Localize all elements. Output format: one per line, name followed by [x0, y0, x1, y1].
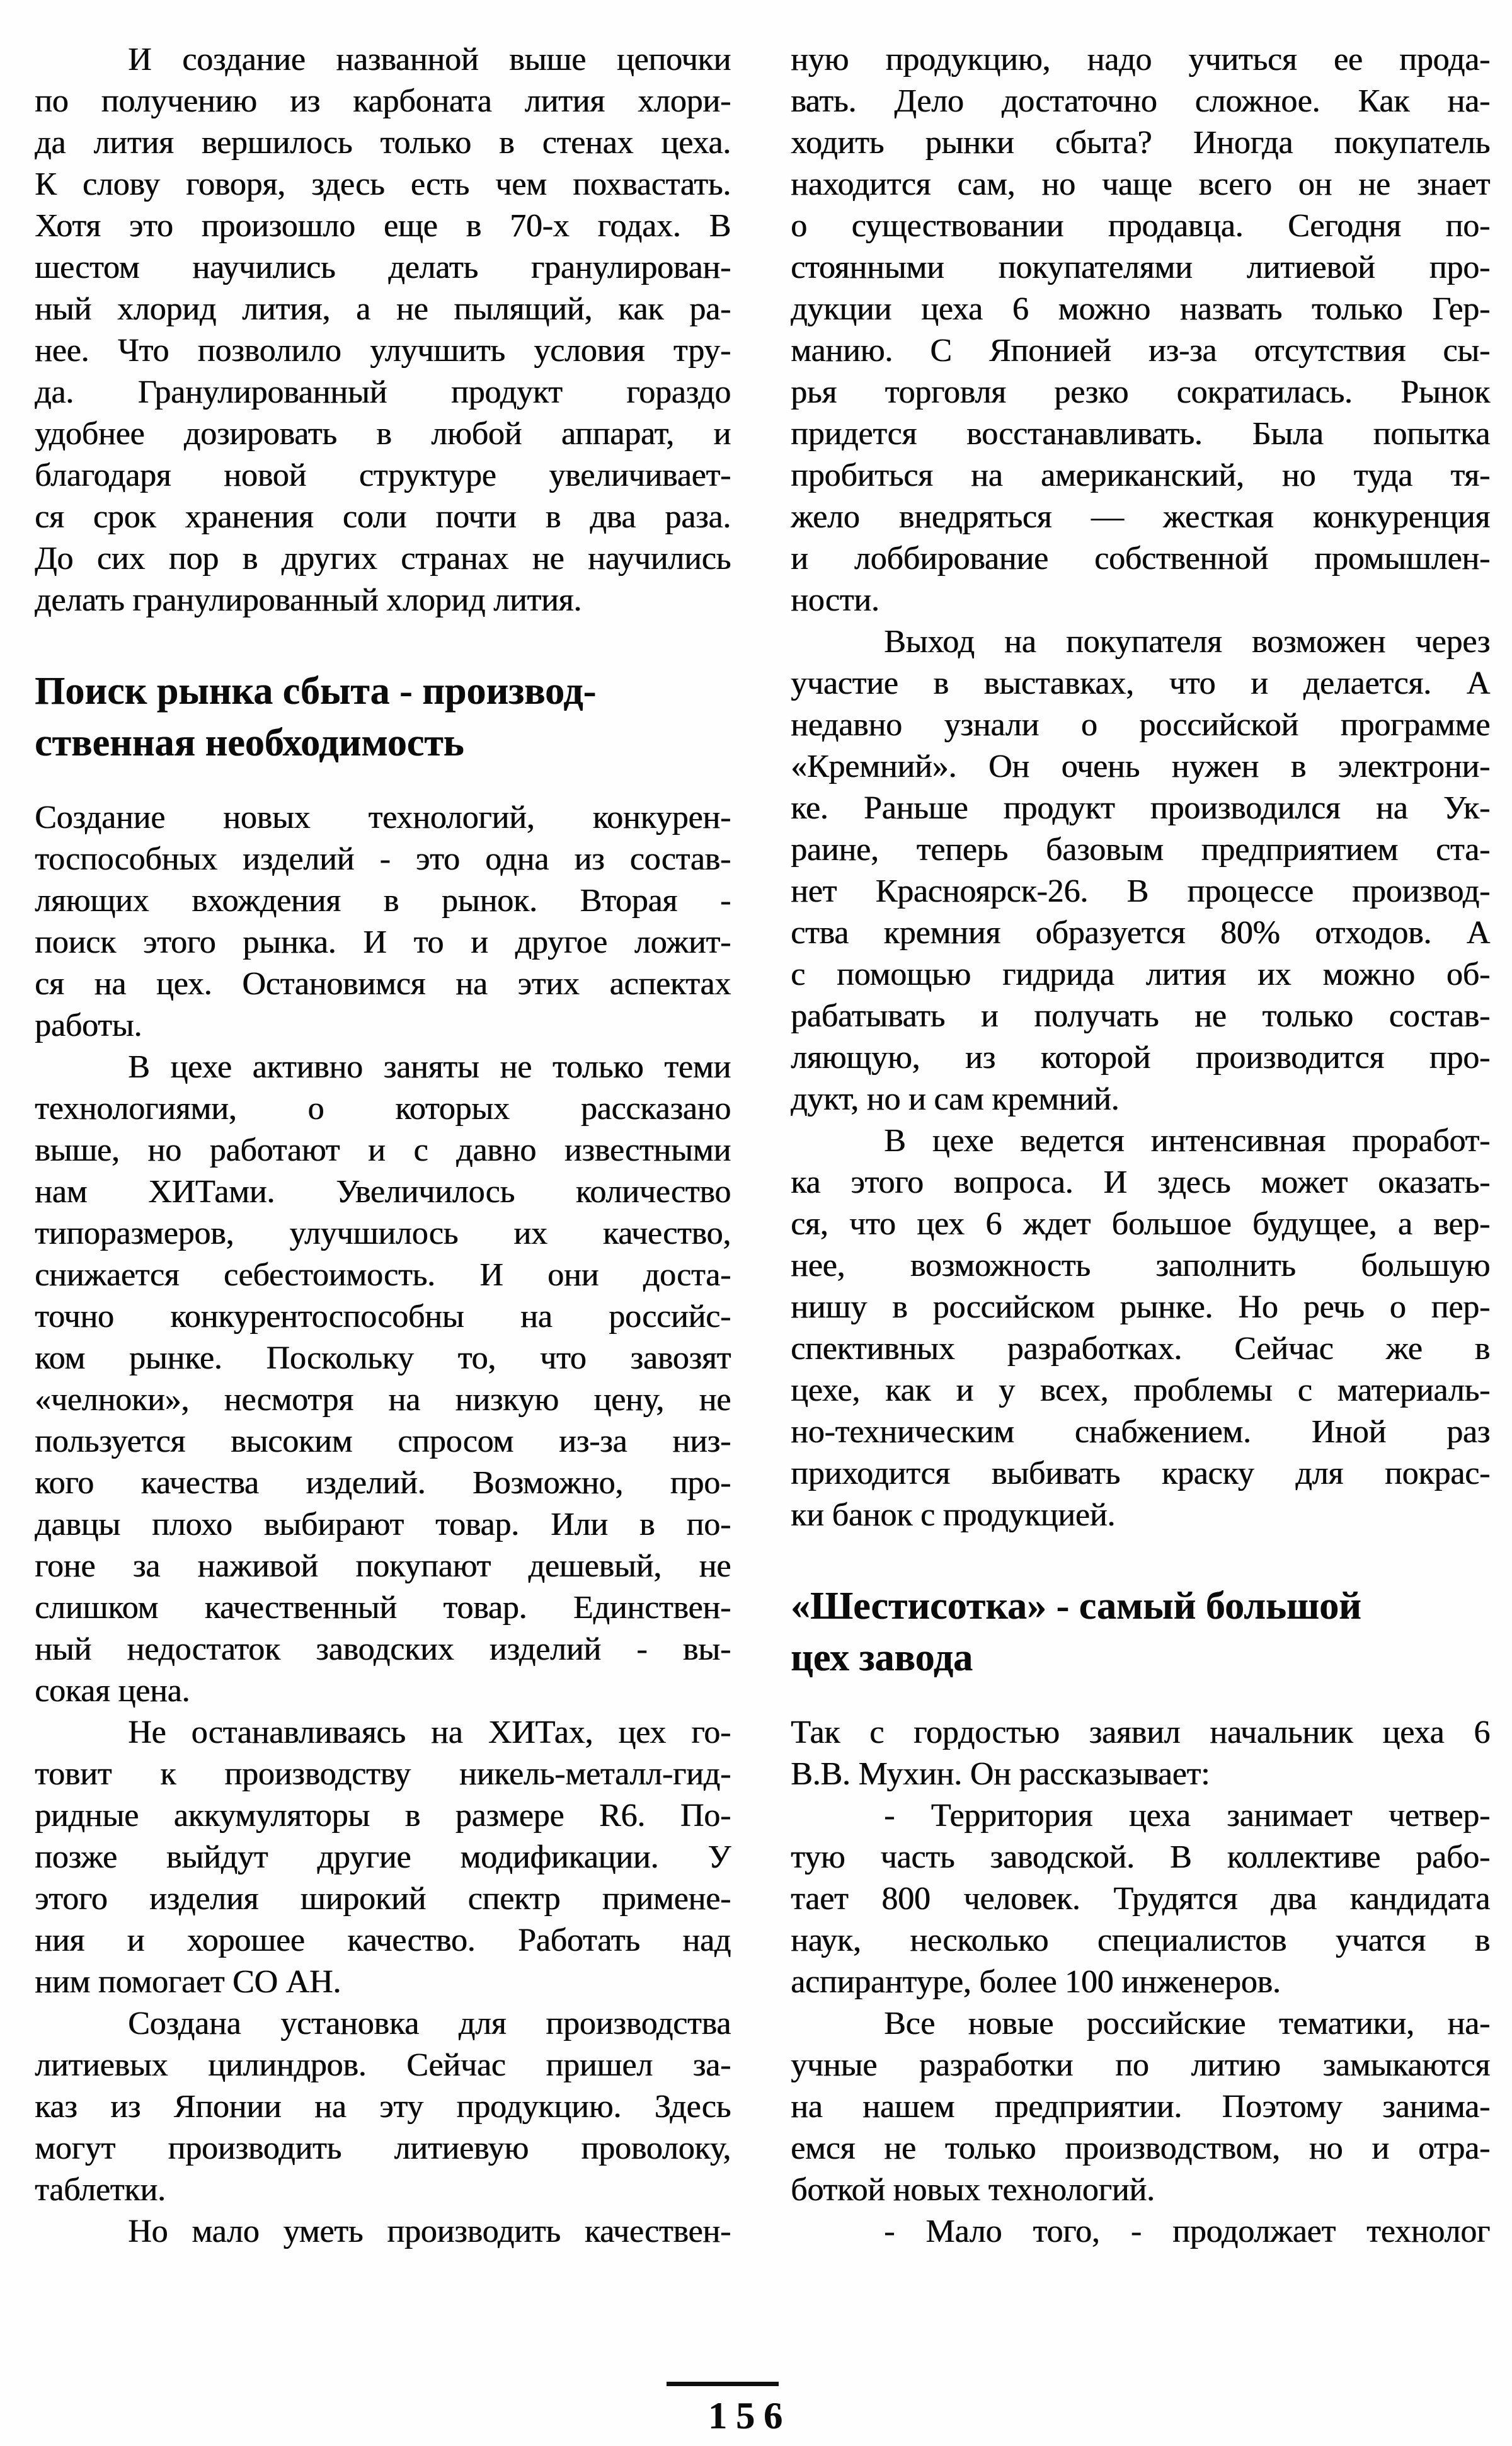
text-line: ный хлорид лития, а не пылящий, как ра- [35, 291, 731, 327]
page-number: 156 [708, 2395, 791, 2437]
text-line: До сих пор в других странах не научились [35, 541, 731, 577]
paragraph [35, 2003, 731, 2211]
text-line: приходится выбивать краску для покрас- [791, 1456, 1490, 1491]
text-line: находится сам, но чаще всего он не знает [791, 166, 1490, 202]
paragraph [791, 39, 1490, 621]
text-line: ния и хорошее качество. Работать над [35, 1922, 731, 1958]
text-line: Создание новых технологий, конкурен- [35, 800, 731, 835]
text-line: точно конкурентоспособны на российс- [35, 1299, 731, 1335]
text-line: кого качества изделий. Возможно, про- [35, 1465, 731, 1501]
text-line: «Кремний». Он очень нужен в электрони- [791, 749, 1490, 784]
text-line: тает 800 человек. Трудятся два кандидата [791, 1881, 1490, 1917]
text-line: этого изделия широкий спектр примене- [35, 1881, 731, 1917]
text-line: слишком качественный товар. Единствен- [35, 1590, 731, 1626]
text-line: ляющую, из которой производится про- [791, 1040, 1490, 1076]
text-line: и лоббирование собственной промышлен- [791, 541, 1490, 577]
text-line: благодаря новой структуре увеличивает- [35, 457, 731, 493]
text-line: гоне за наживой покупают дешевый, не [35, 1548, 731, 1584]
text-line: поиск этого рынка. И то и другое ложит- [35, 924, 731, 960]
text-line: боткой новых технологий. [791, 2172, 1155, 2208]
text-line: цехе, как и у всех, проблемы с материаль- [791, 1372, 1490, 1408]
footer-divider [667, 2382, 779, 2386]
text-line: ходить рынки сбыта? Иногда покупатель [791, 125, 1490, 161]
text-line: недавно узнали о российской программе [791, 707, 1490, 743]
text-line: позже выйдут другие модификации. У [35, 1839, 731, 1875]
text-line: стоянными покупателями литиевой про- [791, 250, 1490, 285]
text-line: ки банок с продукцией. [791, 1497, 1116, 1533]
text-line: ке. Раньше продукт производился на Ук- [791, 790, 1490, 826]
text-line: ся на цех. Остановимся на этих аспектах [35, 966, 731, 1002]
text-line: спективных разработках. Сейчас же в [791, 1331, 1490, 1367]
text-line: ляющих вхождения в рынок. Вторая - [35, 883, 731, 919]
text-line: манию. С Японией из-за отсутствия сы- [791, 333, 1490, 369]
text-line: ную продукцию, надо учиться ее прода- [791, 42, 1490, 78]
text-line: ся срок хранения соли почти в два раза. [35, 499, 731, 535]
text-line: придется восстанавливать. Была попытка [791, 416, 1490, 452]
text-line: Но мало уметь производить качествен- [128, 2213, 731, 2249]
text-line: могут производить литиевую проволоку, [35, 2130, 731, 2166]
text-line: нам ХИТами. Увеличилось количество [35, 1174, 731, 1210]
text-line: Хотя это произошло еще в 70-х годах. В [35, 208, 731, 244]
text-line: ности. [791, 582, 879, 618]
text-line: Так с гордостью заявил начальник цеха 6 [791, 1714, 1490, 1750]
paragraph [35, 797, 731, 1047]
text-line: В.В. Мухин. Он рассказывает: [791, 1756, 1210, 1792]
text-line: выше, но работают и с давно известными [35, 1132, 731, 1168]
text-line: на нашем предприятии. Поэтому занима- [791, 2089, 1490, 2125]
text-line: рья торговля резко сократилась. Рынок [791, 374, 1490, 410]
heading-line: «Шестисотка» - самый большой [791, 1585, 1361, 1628]
text-line: Выход на покупателя возможен через [884, 624, 1490, 660]
text-line: ним помогает СО АН. [35, 1964, 341, 2000]
section-heading [35, 665, 731, 769]
text-line: - Территория цеха занимает четвер- [884, 1798, 1490, 1834]
text-line: нее. Что позволило улучшить условия тру- [35, 333, 731, 369]
text-line: И создание названной выше цепочки [128, 42, 731, 78]
paragraph [791, 1795, 1490, 2003]
text-line: да лития вершилось только в стенах цеха. [35, 125, 731, 161]
text-line: нее, возможность заполнить большую [791, 1248, 1490, 1283]
text-line: участие в выставках, что и делается. А [791, 665, 1490, 701]
text-line: нишу в российском рынке. Но речь о пер- [791, 1289, 1490, 1325]
text-line: тоспособных изделий - это одна из состав- [35, 841, 731, 877]
text-line: типоразмеров, улучшилось их качество, [35, 1215, 731, 1251]
text-line: да. Гранулированный продукт гораздо [35, 374, 731, 410]
text-line: Создана установка для производства [128, 2006, 731, 2041]
paragraph [791, 621, 1490, 1120]
text-line: учные разработки по литию замыкаются [791, 2047, 1490, 2083]
text-line: тую часть заводской. В коллективе рабо- [791, 1839, 1490, 1875]
text-line: ный недостаток заводских изделий - вы- [35, 1631, 731, 1667]
paragraph [791, 2003, 1490, 2211]
text-line: сокая цена. [35, 1673, 190, 1709]
text-line: дукт, но и сам кремний. [791, 1081, 1120, 1117]
paragraph [35, 2211, 731, 2253]
text-line: В цехе ведется интенсивная проработ- [884, 1123, 1490, 1159]
paragraph [791, 2211, 1490, 2253]
text-line: емся не только производством, но и отра- [791, 2130, 1490, 2166]
text-line: дукции цеха 6 можно назвать только Гер- [791, 291, 1490, 327]
text-line: «челноки», несмотря на низкую цену, не [35, 1382, 731, 1418]
text-line: о существовании продавца. Сегодня по- [791, 208, 1490, 244]
text-line: К слову говоря, здесь есть чем похвастать. [35, 166, 731, 202]
text-line: давцы плохо выбирают товар. Или в по- [35, 1507, 731, 1542]
paragraph [791, 1120, 1490, 1536]
text-line: но-техническим снабжением. Иной раз [791, 1414, 1490, 1450]
text-line: таблетки. [35, 2172, 166, 2208]
text-line: ся, что цех 6 ждет большое будущее, а вер- [791, 1206, 1490, 1242]
heading-line: цех завода [791, 1636, 973, 1679]
text-line: раине, теперь базовым предприятием ста- [791, 832, 1490, 868]
paragraph [791, 1712, 1490, 1795]
text-line: нет Красноярск-26. В процессе производ- [791, 873, 1490, 909]
text-line: ридные аккумуляторы в размере R6. По- [35, 1798, 731, 1834]
text-line: ка этого вопроса. И здесь может оказать- [791, 1164, 1490, 1200]
text-line: шестом научились делать гранулирован- [35, 250, 731, 285]
text-line: наук, несколько специалистов учатся в [791, 1922, 1490, 1958]
heading-line: Поиск рынка сбыта - производ- [35, 670, 597, 713]
text-line: рабатывать и получать не только состав- [791, 998, 1490, 1034]
text-line: - Мало того, - продолжает технолог [884, 2213, 1490, 2249]
right-column [791, 39, 1490, 2253]
text-line: пользуется высоким спросом из-за низ- [35, 1423, 731, 1459]
text-line: В цехе активно заняты не только теми [128, 1049, 731, 1085]
text-line: аспирантуре, более 100 инженеров. [791, 1964, 1281, 2000]
paragraph [35, 1047, 731, 1712]
text-line: жело внедряться — жесткая конкуренция [791, 499, 1490, 535]
text-line: снижается себестоимость. И они доста- [35, 1257, 731, 1293]
text-line: Все новые российские тематики, на- [884, 2006, 1490, 2041]
text-line: Не останавливаясь на ХИТах, цех го- [128, 1714, 731, 1750]
text-line: технологиями, о которых рассказано [35, 1091, 731, 1127]
text-line: удобнее дозировать в любой аппарат, и [35, 416, 731, 452]
section-heading [791, 1580, 1490, 1684]
heading-line: ственная необходимость [35, 721, 464, 764]
paragraph [35, 39, 731, 621]
text-line: пробиться на американский, но туда тя- [791, 457, 1490, 493]
text-line: вать. Дело достаточно сложное. Как на- [791, 83, 1490, 119]
left-column [35, 39, 731, 2253]
text-line: ства кремния образуется 80% отходов. А [791, 915, 1490, 951]
text-line: ком рынке. Поскольку то, что завозят [35, 1340, 731, 1376]
text-line: литиевых цилиндров. Сейчас пришел за- [35, 2047, 731, 2083]
text-line: товит к производству никель-металл-гид- [35, 1756, 731, 1792]
text-line: по получению из карбоната лития хлори- [35, 83, 731, 119]
text-line: работы. [35, 1008, 142, 1043]
text-line: делать гранулированный хлорид лития. [35, 582, 582, 618]
text-line: с помощью гидрида лития их можно об- [791, 956, 1490, 992]
text-line: каз из Японии на эту продукцию. Здесь [35, 2089, 731, 2125]
paragraph [35, 1712, 731, 2003]
